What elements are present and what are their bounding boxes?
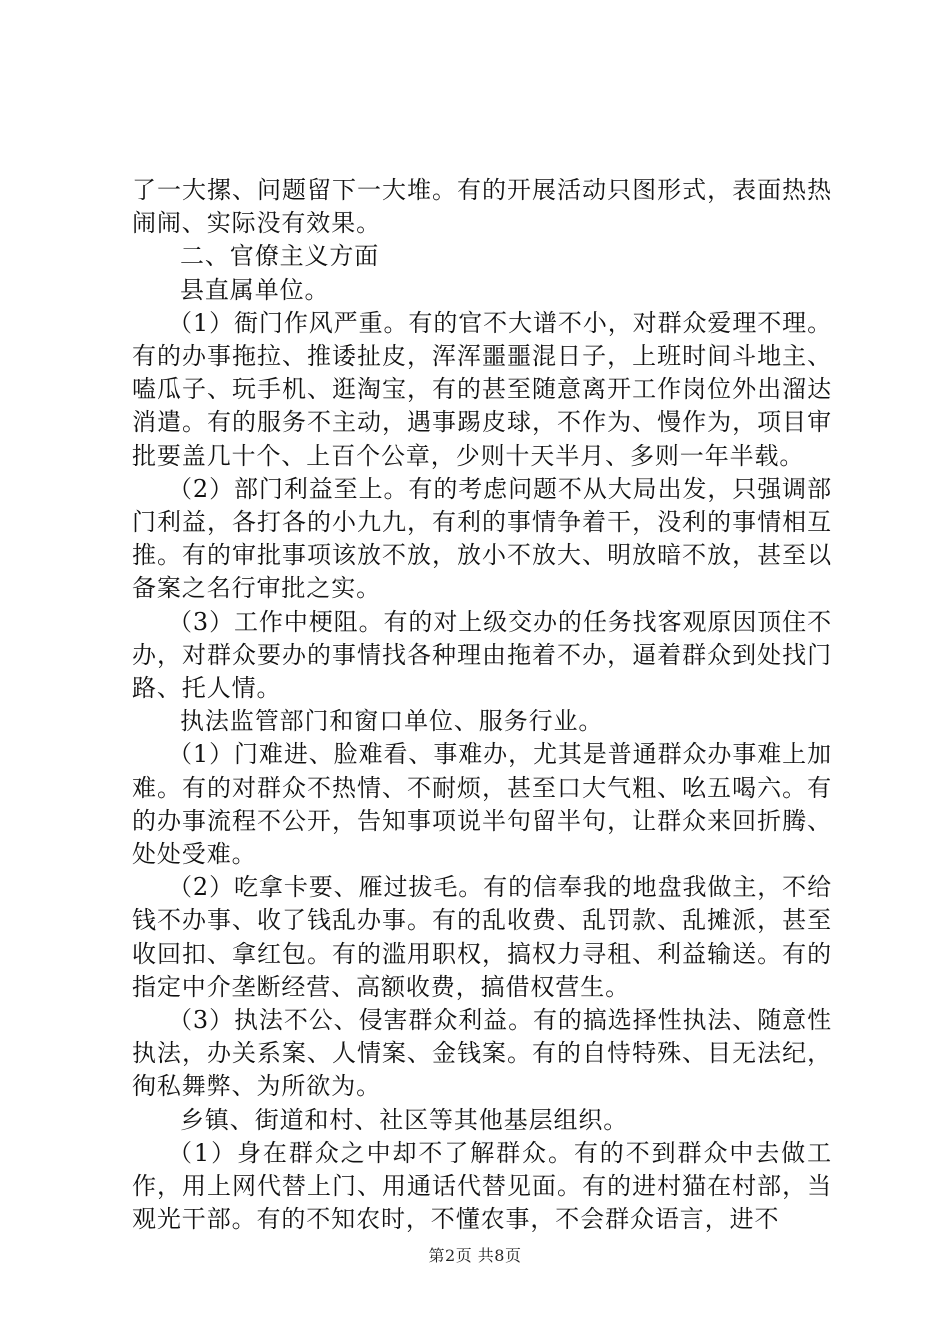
subsection-county-units: 县直属单位。 — [180, 275, 330, 304]
paragraph-item: （1）门难进、脸难看、事难办，尤其是普通群众办事难上加难。有的对群众不热情、不耐烦，甚至口大气粗、吆五喝六。有的办事流程不公开，告知事项说半句留半句，让群众来回折腾、处处受难。 — [132, 740, 832, 869]
subsection-law-enforcement: 执法监管部门和窗口单位、服务行业。 — [180, 707, 604, 736]
page-footer: 第2页 共8页 — [428, 1246, 522, 1265]
paragraph-item: （2）吃拿卡要、雁过拔毛。有的信奉我的地盘我做主，不给钱不办事、收了钱乱办事。有的乱收费、乱罚款、乱摊派，甚至收回扣、拿红包。有的滥用职权，搞权力寻租、利益输送。有的指定中介垄断经营、高额收费，搞借权营生。 — [132, 873, 832, 1001]
document-body — [132, 174, 832, 1237]
paragraph-continuation: 了一大摞、问题留下一大堆。有的开展活动只图形式，表面热热闹闹、实际没有效果。 — [132, 176, 832, 238]
paragraph-item: （1）身在群众之中却不了解群众。有的不到群众中去做工作，用上网代替上门、用通话代替见面。有的进村猫在村部，当观光干部。有的不知农时，不懂农事，不会群众语言，进不 — [132, 1138, 832, 1234]
paragraph-item: （2）部门利益至上。有的考虑问题不从大局出发，只强调部门利益，各打各的小九九，有利的事情争着干，没利的事情相互推。有的审批事项该放不放，放小不放大、明放暗不放，甚至以备案之名行审批之实。 — [132, 474, 832, 603]
subsection-grassroots: 乡镇、街道和村、社区等其他基层组织。 — [180, 1105, 629, 1134]
paragraph-item: （1）衙门作风严重。有的官不大谱不小，对群众爱理不理。有的办事拖拉、推诿扯皮，浑浑噩噩混日子，上班时间斗地主、嗑瓜子、玩手机、逛淘宝，有的甚至随意离开工作岗位外出溜达消遣。有的服务不主动，遇事踢皮球，不作为、慢作为，项目审批要盖几十个、上百个公章，少则十天半月、多则一年半载。 — [132, 308, 832, 470]
section-heading-bureaucratism: 二、官僚主义方面 — [180, 242, 380, 271]
paragraph-item: （3）执法不公、侵害群众利益。有的搞选择性执法、随意性执法，办关系案、人情案、金钱案。有的自恃特殊、目无法纪，徇私舞弊、为所欲为。 — [132, 1006, 832, 1101]
paragraph-item: （3）工作中梗阻。有的对上级交办的任务找客观原因顶住不办，对群众要办的事情找各种理由拖着不办，逼着群众到处找门路、托人情。 — [132, 607, 832, 703]
